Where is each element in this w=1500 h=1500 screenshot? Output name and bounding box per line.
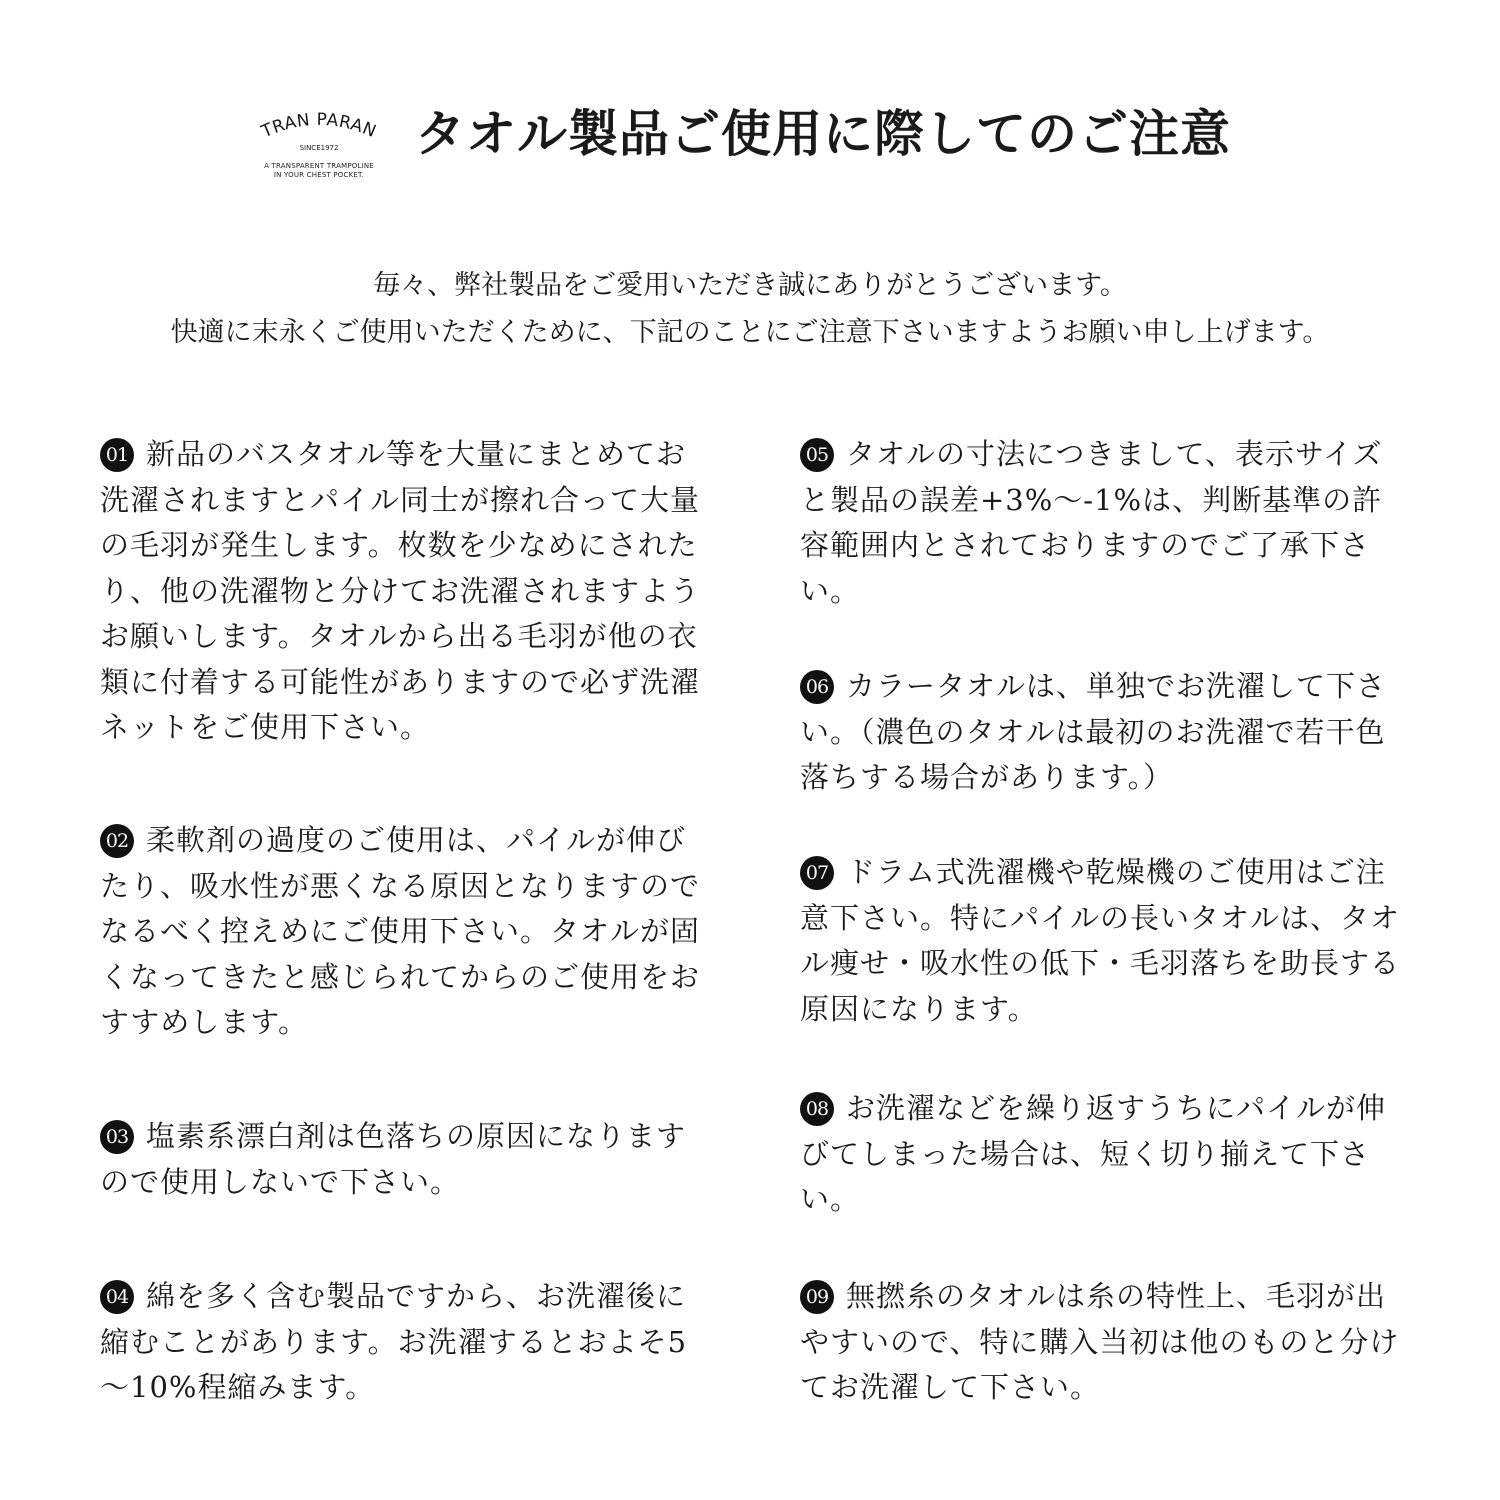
note-item <box>800 850 1405 1032</box>
note-number-badge: 05 <box>800 438 834 472</box>
note-number-badge: 03 <box>100 1120 134 1154</box>
note-text: 柔軟剤の過度のご使用は、パイルが伸びたり、吸水性が悪くなる原因となりますのでなるべく控えめにご使用下さい。タオルが固くなってきたと感じられてからのご使用をおすすめします。 <box>100 823 701 1039</box>
note-text: 無撚糸のタオルは糸の特性上、毛羽が出やすいので、特に購入当初は他のものと分けてお洗濯して下さい。 <box>800 1279 1400 1404</box>
page-title: タオル製品ご使用に際してのご注意 <box>415 105 1231 163</box>
note-item <box>100 818 705 1046</box>
note-text: 綿を多く含む製品ですから、お洗濯後に縮むことがあります。お洗濯するとおよそ5～10%程縮みます。 <box>100 1279 688 1404</box>
note-text: タオルの寸法につきまして、表示サイズと製品の誤差+3%～-1%は、判断基準の許容範囲内とされておりますのでご了承下さい。 <box>800 437 1383 608</box>
note-text: 新品のバスタオル等を大量にまとめてお洗濯されますとパイル同士が擦れ合って大量の毛羽が発生します。枚数を少なめにされたり、他の洗濯物と分けてお洗濯されますようお願いします。タオルから出る毛羽が他の衣類に付着する可能性がありますので必ず洗濯ネットをご使用下さい。 <box>100 437 701 744</box>
logo-tagline-line-2: IN YOUR CHEST POCKET. <box>273 171 365 179</box>
intro-line-2: 快適に末永くご使用いただくために、下記のことにご注意下さいますようお願い申し上げます。 <box>170 317 1330 348</box>
note-number-badge: 06 <box>800 670 834 704</box>
note-text: カラータオルは、単独でお洗濯して下さい。（濃色のタオルは最初のお洗濯で若干色落ちする場合があります。） <box>800 669 1387 794</box>
note-item <box>800 1274 1405 1411</box>
note-number-badge: 08 <box>800 1092 834 1126</box>
note-number-badge: 07 <box>800 856 834 890</box>
note-number-badge: 09 <box>800 1280 834 1314</box>
logo-since: SINCE1972 <box>299 144 339 152</box>
note-item <box>800 432 1405 614</box>
note-item <box>100 1114 705 1205</box>
note-text: ドラム式洗濯機や乾燥機のご使用はご注意下さい。特にパイルの長いタオルは、タオル痩せ・吸水性の低下・毛羽落ちを助長する原因になります。 <box>800 855 1401 1026</box>
note-item <box>800 664 1405 801</box>
logo-mark <box>244 104 394 152</box>
note-item <box>100 432 705 751</box>
logo-tagline <box>244 162 394 180</box>
intro-text <box>0 262 1500 356</box>
logo-tagline-line-1: A TRANSPARENT TRAMPOLINE <box>264 162 374 170</box>
note-item <box>100 1274 705 1411</box>
brand-logo <box>244 104 394 184</box>
note-number-badge: 01 <box>100 438 134 472</box>
logo-name: TRAN PARAN <box>258 109 380 143</box>
note-number-badge: 02 <box>100 824 134 858</box>
note-text: 塩素系漂白剤は色落ちの原因になりますので使用しないで下さい。 <box>100 1119 687 1199</box>
note-number-badge: 04 <box>100 1280 134 1314</box>
note-text: お洗濯などを繰り返すうちにパイルが伸びてしまった場合は、短く切り揃えて下さい。 <box>800 1091 1387 1216</box>
note-item <box>800 1086 1405 1223</box>
intro-line-1: 毎々、弊社製品をご愛用いただき誠にありがとうございます。 <box>373 270 1127 301</box>
header <box>0 96 1500 186</box>
svg-text:TRAN PARAN <box>258 110 379 143</box>
